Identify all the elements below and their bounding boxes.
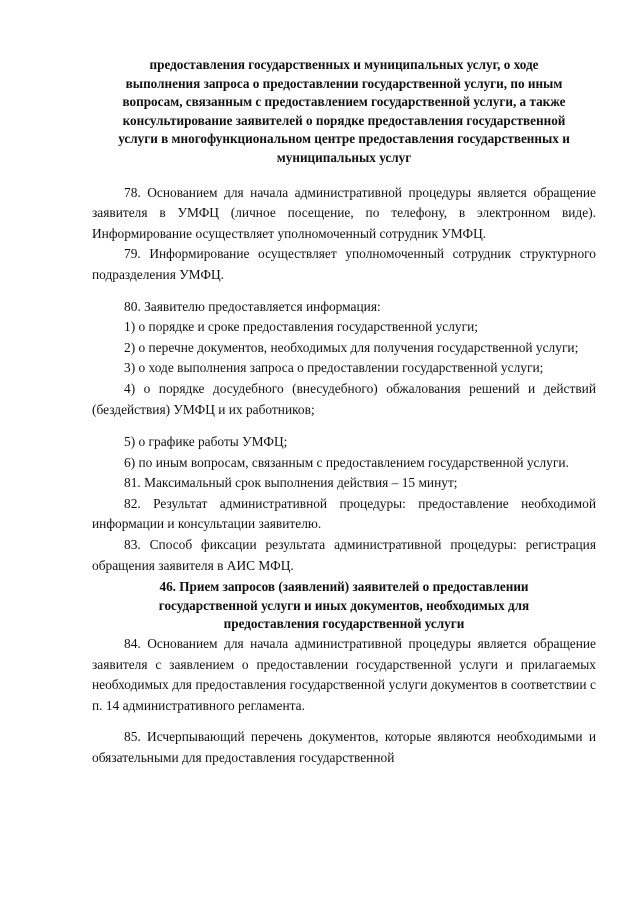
list-item-80-6: 6) по иным вопросам, связанным с предоставлением государственной услуги. [124,454,569,470]
paragraph-81: 81. Максимальный срок выполнения действия – 15 минут; [124,475,458,491]
paragraph-79: 79. Информирование осуществляет уполномоченный сотрудник структурного подразделения УМФЦ. [92,246,596,282]
paragraph-84: 84. Основанием для начала административной процедуры является обращение заявителя с заявлением о предоставлении государственной услуги и прилагаемых необходимых для предоставления государственной услуги документов в соответствии с п. 14 административного регламента. [92,636,596,713]
document-page [92,56,596,769]
list-item-80-2: 2) о перечне документов, необходимых для получения государственной услуги; [124,339,579,355]
paragraph-85: 85. Исчерпывающий перечень документов, которые являются необходимыми и обязательными для предоставления государственной [92,729,596,765]
paragraph-78: 78. Основанием для начала административной процедуры является обращение заявителя в УМФЦ (личное посещение, по телефону, в электронном виде). Информирование осуществляет уполномоченный сотрудник УМФЦ. [92,184,596,241]
list-item-80-4: 4) о порядке досудебного (внесудебного) обжалования решений и действий (бездействия) УМФЦ и их работников; [92,380,596,417]
list-item-80-3: 3) о ходе выполнения запроса о предоставлении государственной услуги; [124,360,544,376]
list-item-80-1: 1) о порядке и сроке предоставления государственной услуги; [124,319,479,335]
section-heading: предоставления государственных и муниципальных услуг, о ходе выполнения запроса о предоставлении государственной услуги, по иным вопросам, связанным с предоставлением государственной услуги, а также консультирование заявителей о порядке предоставления государственной услуги в многофункциональном центре предоставления государственных и муниципальных услуг [118,57,570,165]
paragraph-82: 82. Результат административной процедуры: предоставление необходимой информации и консультации заявителю. [92,495,596,532]
paragraph-83: 83. Способ фиксации результата административной процедуры: регистрация обращения заявителя в АИС МФЦ. [92,537,596,573]
list-item-80-5: 5) о графике работы УМФЦ; [124,434,288,450]
section-heading-46: 46. Прием запросов (заявлений) заявителей о предоставлении государственной услуги и иных документов, необходимых для предоставления государственной услуги [158,579,530,632]
paragraph-80: 80. Заявителю предоставляется информация: [124,298,381,314]
